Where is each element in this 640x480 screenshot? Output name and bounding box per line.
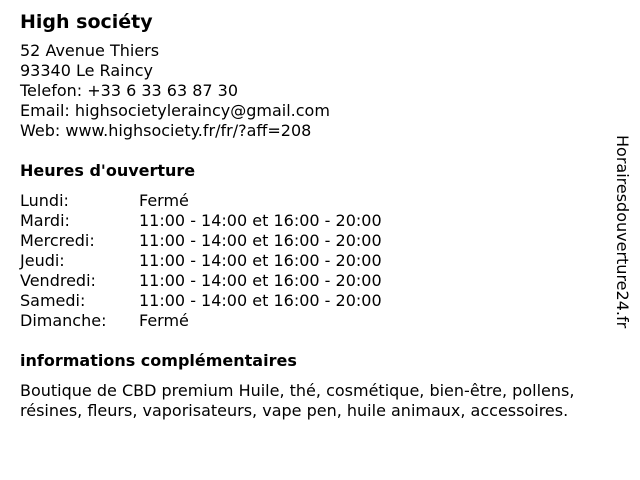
day-label: Samedi: (20, 291, 86, 310)
hours-row-saturday (20, 291, 610, 311)
day-hours: 11:00 - 14:00 et 16:00 - 20:00 (139, 291, 382, 310)
day-hours: 11:00 - 14:00 et 16:00 - 20:00 (139, 251, 382, 270)
info-heading: informations complémentaires (20, 351, 297, 370)
day-hours: 11:00 - 14:00 et 16:00 - 20:00 (139, 231, 382, 250)
hours-row-wednesday (20, 231, 610, 251)
info-description: Boutique de CBD premium Huile, thé, cosmétique, bien-être, pollens, résines, fleurs, vaporisateurs, vape pen, huile animaux, accessoires. (20, 381, 575, 420)
day-hours: Fermé (139, 191, 189, 210)
site-watermark: Horairesdouverture24.fr (613, 135, 632, 329)
business-card (20, 9, 610, 421)
day-hours: Fermé (139, 311, 189, 330)
hours-row-monday (20, 191, 610, 211)
day-label: Jeudi: (20, 251, 65, 270)
day-hours: 11:00 - 14:00 et 16:00 - 20:00 (139, 211, 382, 230)
day-label: Mercredi: (20, 231, 95, 250)
address-city: 93340 Le Raincy (20, 61, 153, 80)
phone-line: Telefon: +33 6 33 63 87 30 (20, 81, 239, 100)
day-hours: 11:00 - 14:00 et 16:00 - 20:00 (139, 271, 382, 290)
hours-table (20, 191, 610, 331)
hours-row-friday (20, 271, 610, 291)
address-street: 52 Avenue Thiers (20, 41, 160, 60)
business-name: High sociéty (20, 11, 153, 33)
day-label: Vendredi: (20, 271, 96, 290)
hours-row-tuesday (20, 211, 610, 231)
email-line: Email: highsocietyleraincy@gmail.com (20, 101, 330, 120)
hours-row-sunday (20, 311, 610, 331)
web-line: Web: www.highsociety.fr/fr/?aff=208 (20, 121, 312, 140)
day-label: Dimanche: (20, 311, 107, 330)
day-label: Mardi: (20, 211, 70, 230)
hours-row-thursday (20, 251, 610, 271)
hours-heading: Heures d'ouverture (20, 161, 196, 180)
day-label: Lundi: (20, 191, 69, 210)
